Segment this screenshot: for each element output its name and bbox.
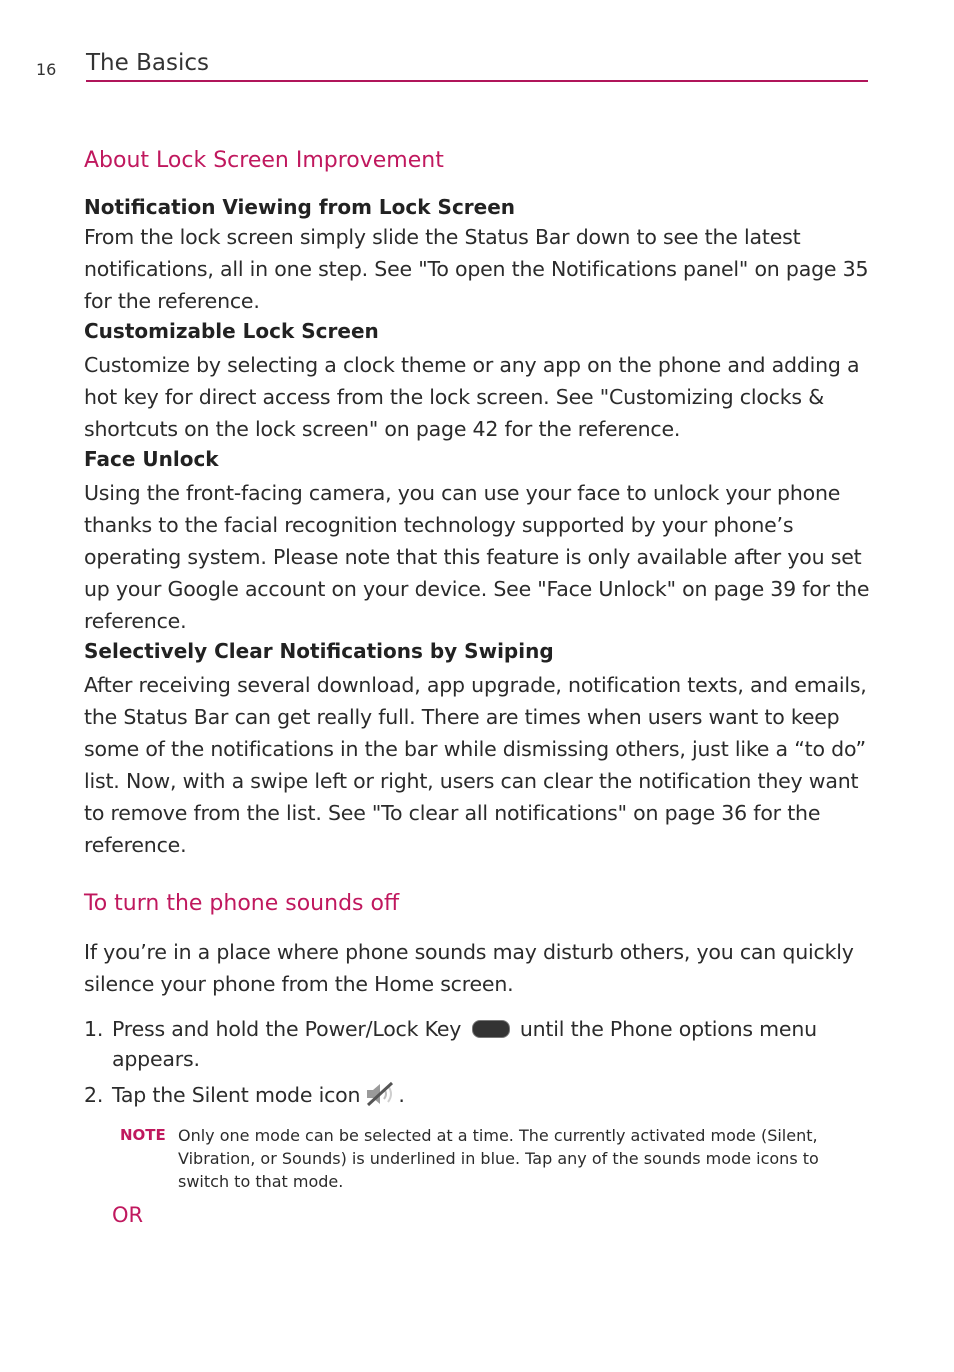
page-number: 16: [36, 60, 57, 79]
paragraph-phone-sounds-intro: If you’re in a place where phone sounds may disturb others, you can quickly silence your phone from the Home screen.: [84, 940, 854, 996]
paragraph-face-unlock: Using the front-facing camera, you can use your face to unlock your phone thanks to the facial recognition technology supported by your phone’s operating system. Please note that this feature is only available after you set up your Google account on your device. See "Face Unlock" on page 39 for the reference.: [84, 481, 870, 633]
key-name-silent-mode: Silent mode: [191, 1083, 313, 1107]
paragraph-clear-notifications: After receiving several download, app upgrade, notification texts, and emails, the Status Bar can get really full. There are times when users want to keep some of the notifications in the bar while dismissing others, just like a “to do” list. Now, with a swipe left or right, users can clear the notification they want to remove from the list. See "To clear all notifications" on page 36 for the reference.: [84, 673, 867, 857]
steps-list: [84, 1014, 874, 1110]
note-text: Only one mode can be selected at a time. The currently activated mode (Silent, Vibration, or Sounds) is underlined in blue. Tap any of the sounds mode icons to switch to that mode.: [178, 1126, 819, 1191]
header-rule: [86, 80, 868, 82]
section-title-lock-screen: About Lock Screen Improvement: [84, 148, 444, 173]
step-text: [112, 1014, 874, 1074]
subheading-notification-viewing: Notification Viewing from Lock Screen: [84, 195, 516, 219]
page-content: [84, 148, 874, 1227]
key-name-power-lock: Power/Lock Key: [304, 1017, 462, 1041]
subheading-customizable-lock-screen: Customizable Lock Screen: [84, 319, 379, 343]
step-text-pre: Press and hold the: [112, 1017, 305, 1041]
step-text-end: .: [398, 1083, 405, 1107]
silent-mode-icon: [364, 1081, 398, 1107]
note-box: [84, 1124, 874, 1193]
section-title-phone-sounds: To turn the phone sounds off: [84, 891, 400, 916]
paragraph-customizable-lock-screen: Customize by selecting a clock theme or any app on the phone and adding a hot key for direct access from the lock screen. See "Customizing clocks & shortcuts on the lock screen" on page 42 for the reference.: [84, 353, 860, 441]
step-text-post: until the Phone options menu appears.: [112, 1017, 817, 1071]
subheading-clear-notifications: Selectively Clear Notifications by Swiping: [84, 639, 554, 663]
subheading-face-unlock: Face Unlock: [84, 447, 219, 471]
step-text-post: icon: [312, 1083, 361, 1107]
step-text-pre: Tap the: [112, 1083, 192, 1107]
step-number: 1.: [84, 1017, 104, 1041]
step-1: [84, 1014, 874, 1074]
step-text: [112, 1080, 874, 1110]
note-label: NOTE: [120, 1126, 166, 1144]
power-lock-key-icon: [472, 1020, 510, 1038]
step-2: [84, 1080, 874, 1110]
paragraph-notification-viewing: From the lock screen simply slide the Status Bar down to see the latest notifications, all in one step. See "To open the Notifications panel" on page 35 for the reference.: [84, 225, 869, 313]
or-label: OR: [112, 1203, 144, 1227]
chapter-title: The Basics: [86, 50, 209, 76]
step-number: 2.: [84, 1083, 104, 1107]
